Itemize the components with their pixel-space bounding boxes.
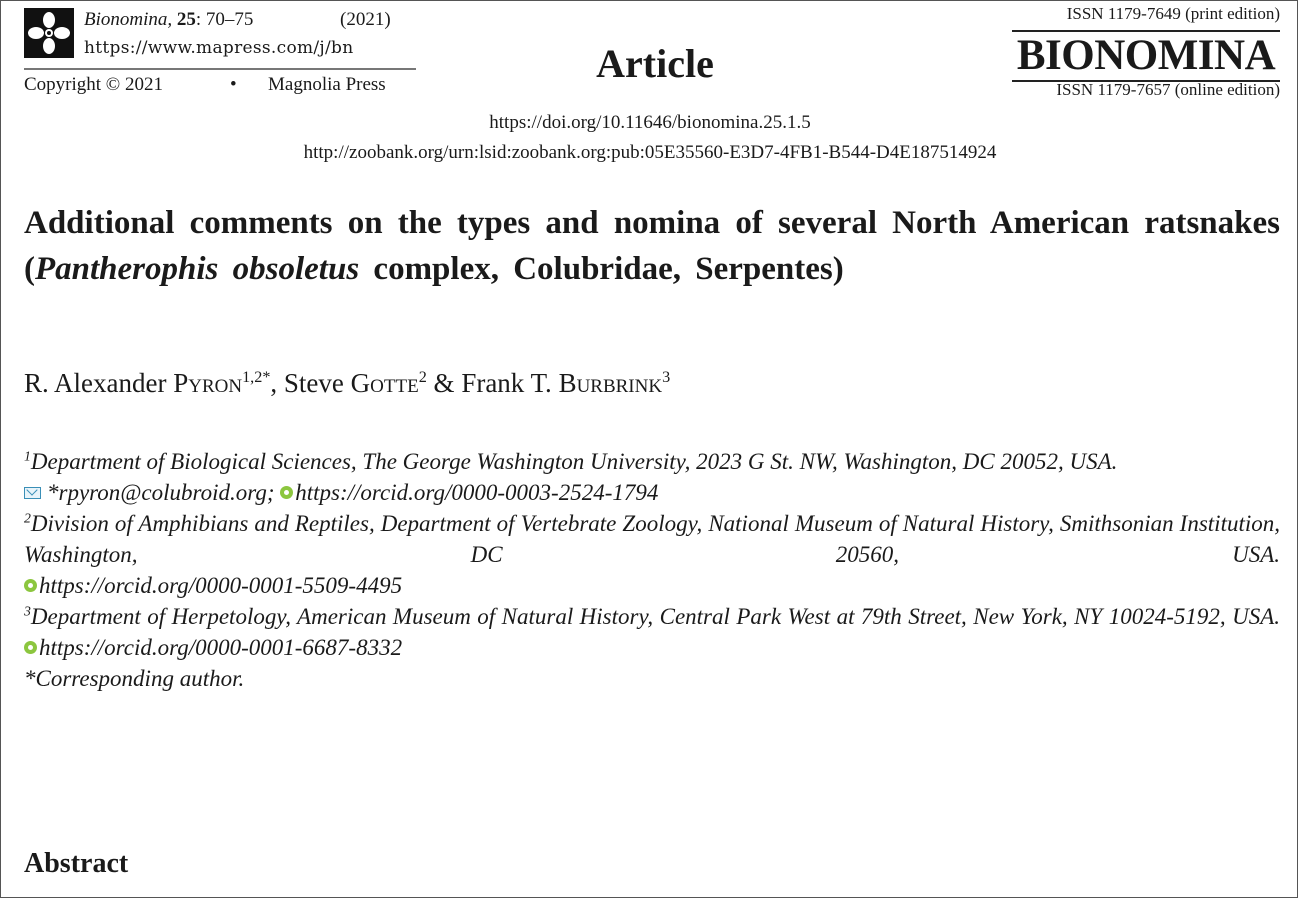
doi-line <box>0 112 1300 134</box>
affiliation-1-text: Department of Biological Sciences, The George Washington University, 2023 G St. NW, Washington, DC 20052, USA. <box>30 449 1118 474</box>
orcid-icon <box>280 486 293 499</box>
journal-citation <box>84 6 414 62</box>
journal-name: Bionomina, <box>84 9 173 30</box>
orcid-icon <box>24 579 37 592</box>
copyright-text: Copyright © 2021 <box>24 74 163 95</box>
header-rule-left <box>24 68 416 70</box>
affiliation-3-number: 3 <box>24 603 31 619</box>
author-1-affiliation: 1,2* <box>242 368 271 386</box>
author-2-given: Steve <box>283 368 351 398</box>
affiliation-2 <box>24 508 1280 570</box>
author-list <box>24 368 670 399</box>
email-link[interactable]: *rpyron@colubroid.org; <box>47 480 275 505</box>
author-3-affiliation: 3 <box>662 368 671 386</box>
title-species: Pantherophis obsoletus <box>35 251 360 287</box>
journal-url-link[interactable]: https://www.mapress.com/j/bn <box>84 38 354 58</box>
affiliation-3-text: Department of Herpetology, American Museum of Natural History, Central Park West at 79th Street, New York, NY 10024-5192, USA. <box>30 604 1280 629</box>
issn-print: ISSN 1179-7649 (print edition) <box>1066 4 1280 23</box>
affiliation-1 <box>24 446 1280 477</box>
doi-link[interactable]: https://doi.org/10.11646/bionomina.25.1.5 <box>489 112 811 133</box>
author-3-family: Burbrink <box>558 368 663 398</box>
affiliation-1-contacts <box>24 477 1280 508</box>
author-3-given: Frank T. <box>461 368 559 398</box>
affiliation-3-orcid <box>24 632 1280 663</box>
zoobank-line <box>0 142 1300 164</box>
journal-logo-text: BIONOMINA <box>1016 32 1276 79</box>
publisher-name: Magnolia Press <box>268 74 386 95</box>
title-part-2: complex, Colubridae, Serpentes) <box>359 251 844 287</box>
author-2-affiliation: 2 <box>418 368 427 386</box>
journal-pages: : 70–75 <box>195 9 254 30</box>
author-separator-2: & <box>426 368 462 398</box>
zoobank-link[interactable]: http://zoobank.org/urn:lsid:zoobank.org:pub:05E35560-E3D7-4FB1-B544-D4E187514924 <box>303 142 997 163</box>
affiliations <box>24 446 1280 694</box>
orcid-link-1[interactable]: https://orcid.org/0000-0003-2524-1794 <box>295 480 659 505</box>
affiliation-2-number: 2 <box>24 510 31 526</box>
orcid-link-2[interactable]: https://orcid.org/0000-0001-5509-4495 <box>39 573 403 598</box>
title-part-1: Additional comments on the types and nomina of several North American ratsnakes ( <box>24 205 1280 287</box>
author-2-family: Gotte <box>350 368 419 398</box>
abstract-heading: Abstract <box>24 848 129 879</box>
affiliation-2-text: Division of Amphibians and Reptiles, Department of Vertebrate Zoology, National Museum of Natural History, Smithsonian Institution, Washington, DC 20560, USA. <box>24 511 1280 567</box>
author-1-given: R. Alexander <box>24 368 174 398</box>
author-separator-1: , <box>270 368 284 398</box>
journal-volume: 25 <box>176 9 196 30</box>
affiliation-3 <box>24 601 1280 632</box>
corresponding-author-note: *Corresponding author. <box>24 666 245 691</box>
article-title <box>24 200 1280 292</box>
orcid-icon <box>24 641 37 654</box>
magnolia-press-logo-icon <box>24 8 74 58</box>
bullet-separator: • <box>230 74 237 95</box>
affiliation-1-number: 1 <box>24 448 31 464</box>
mail-icon <box>24 487 41 499</box>
copyright-line <box>24 74 416 96</box>
issn-online: ISSN 1179-7657 (online edition) <box>1056 80 1280 99</box>
author-1-family: Pyron <box>173 368 243 398</box>
journal-year: (2021) <box>340 9 391 30</box>
article-type-label: Article <box>596 41 714 86</box>
affiliation-2-orcid <box>24 570 1280 601</box>
orcid-link-3[interactable]: https://orcid.org/0000-0001-6687-8332 <box>39 635 403 660</box>
